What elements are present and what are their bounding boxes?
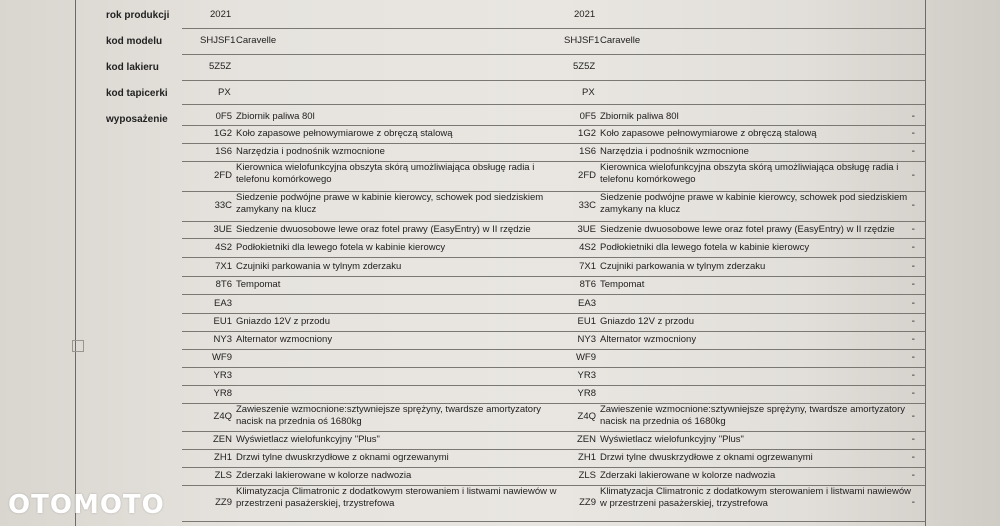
equipment-code: WF9 [211, 352, 232, 363]
equipment-row [182, 294, 565, 313]
equipment-row [546, 276, 925, 294]
equipment-code: ZH1 [214, 452, 232, 463]
equipment-code: ZEN [213, 434, 232, 445]
equipment-row [546, 125, 925, 143]
equipment-code: 33C [214, 200, 232, 211]
equipment-description: Gniazdo 12V z przodu [236, 316, 331, 327]
equipment-row [182, 257, 565, 276]
equipment-row [546, 313, 925, 331]
equipment-code: YR3 [577, 370, 596, 381]
equipment-description: Siedzenie dwuosobowe lewe oraz fotel prawy (EasyEntry) w II rzędzie [600, 223, 895, 235]
equipment-row [182, 108, 565, 125]
equipment-row [546, 161, 925, 191]
equipment-description: Klimatyzacja Climatronic z dodatkowym sterowaniem i listwami nawiewów w przestrzeni pasażerskiej, trzystrefowa [236, 486, 557, 509]
model-code: SHJSF1 [200, 35, 236, 46]
equipment-row [182, 125, 565, 143]
equipment-dash: - [911, 452, 915, 463]
equipment-row [182, 143, 565, 161]
equipment-code: NY3 [577, 334, 596, 345]
equipment-code: NY3 [213, 334, 232, 345]
label-year: rok produkcji [106, 10, 170, 21]
equipment-description: Czujniki parkowania w tylnym zderzaku [600, 260, 766, 272]
equipment-description: Narzędzia i podnośnik wzmocnione [600, 146, 749, 157]
row-divider [546, 104, 925, 105]
equipment-description: Tempomat [600, 279, 645, 290]
equipment-dash: - [911, 241, 915, 253]
equipment-code: 4S2 [579, 241, 596, 253]
year-value: 2021 [210, 9, 232, 20]
equipment-row [546, 431, 925, 449]
equipment-dash: - [911, 370, 915, 381]
model-name: Caravelle [600, 35, 641, 46]
equipment-code: WF9 [575, 352, 596, 363]
equipment-row [182, 276, 565, 294]
equipment-description: Narzędzia i podnośnik wzmocnione [236, 146, 385, 157]
binder-hole [72, 340, 84, 352]
equipment-description: Koło zapasowe pełnowymiarowe z obręczą stalową [236, 128, 453, 139]
equipment-row [182, 349, 565, 367]
row-divider [182, 28, 565, 29]
row-divider [182, 104, 565, 105]
equipment-row [182, 485, 565, 521]
equipment-description: Zbiornik paliwa 80l [236, 110, 315, 122]
table-left-border [75, 0, 76, 526]
equipment-description: Podłokietniki dla lewego fotela w kabinie kierowcy [600, 241, 810, 253]
equipment-row [546, 257, 925, 276]
equipment-code: 8T6 [215, 279, 232, 290]
equipment-code: 1S6 [215, 146, 232, 157]
equipment-row [182, 403, 565, 431]
equipment-dash: - [911, 388, 915, 399]
equipment-code: ZZ9 [215, 497, 232, 508]
equipment-dash: - [911, 497, 915, 508]
row-divider [546, 80, 925, 81]
equipment-dash: - [911, 260, 915, 272]
equipment-description: Zawieszenie wzmocnione:sztywniejsze sprężyny, twardsze amortyzatory nacisk na przednia oś 1680kg [600, 404, 905, 427]
equipment-code: YR3 [213, 370, 232, 381]
equipment-code: YR8 [577, 388, 596, 399]
equipment-code: EU1 [577, 316, 596, 327]
equipment-description: Alternator wzmocniony [236, 334, 333, 345]
equipment-code: EA3 [214, 297, 232, 309]
equipment-code: EA3 [578, 297, 596, 309]
equipment-dash: - [911, 470, 915, 481]
equipment-code: 3UE [577, 223, 596, 235]
equipment-dash: - [911, 110, 915, 122]
paint-value: 5Z5Z [209, 61, 232, 72]
equipment-dash: - [911, 223, 915, 235]
equipment-description: Wyświetlacz wielofunkcyjny "Plus" [600, 434, 744, 445]
equipment-row [546, 191, 925, 221]
equipment-code: ZEN [577, 434, 596, 445]
upholstery-value: PX [218, 87, 231, 98]
label-paint: kod lakieru [106, 62, 159, 73]
equipment-description: Zawieszenie wzmocnione:sztywniejsze sprężyny, twardsze amortyzatory nacisk na przednia oś 1680kg [236, 404, 541, 427]
equipment-code: 1S6 [579, 146, 596, 157]
equipment-dash: - [911, 279, 915, 290]
equipment-code: 8T6 [579, 279, 596, 290]
equipment-row [182, 221, 565, 238]
equipment-row [546, 467, 925, 485]
equipment-code: 3UE [213, 223, 232, 235]
equipment-code: 7X1 [215, 260, 232, 272]
row-divider [182, 80, 565, 81]
equipment-dash: - [911, 411, 915, 422]
row-divider [182, 521, 565, 522]
equipment-code: 1G2 [578, 128, 596, 139]
equipment-code: 1G2 [214, 128, 232, 139]
equipment-code: 0F5 [579, 110, 596, 122]
equipment-description: Wyświetlacz wielofunkcyjny "Plus" [236, 434, 380, 445]
year-value: 2021 [574, 9, 596, 20]
model-code: SHJSF1 [564, 35, 600, 46]
label-upholstery: kod tapicerki [106, 88, 168, 99]
equipment-row [546, 449, 925, 467]
equipment-description: Czujniki parkowania w tylnym zderzaku [236, 260, 402, 272]
equipment-code: 2FD [214, 170, 232, 181]
equipment-code: Z4Q [213, 411, 232, 422]
equipment-description: Siedzenie dwuosobowe lewe oraz fotel prawy (EasyEntry) w II rzędzie [236, 223, 531, 235]
equipment-description: Drzwi tylne dwuskrzydłowe z oknami ogrzewanymi [600, 452, 813, 463]
equipment-row [182, 161, 565, 191]
equipment-row [182, 431, 565, 449]
equipment-description: Siedzenie podwójne prawe w kabinie kierowcy, schowek pod siedziskiem zamykany na klucz [600, 192, 908, 215]
equipment-row [182, 313, 565, 331]
row-divider [546, 54, 925, 55]
label-equipment: wyposażenie [106, 114, 168, 125]
equipment-code: ZLS [214, 470, 232, 481]
equipment-code: 4S2 [215, 241, 232, 253]
equipment-code: 2FD [578, 170, 596, 181]
equipment-description: Drzwi tylne dwuskrzydłowe z oknami ogrzewanymi [236, 452, 449, 463]
equipment-code: 0F5 [215, 110, 232, 122]
equipment-row [182, 238, 565, 257]
equipment-description: Zbiornik paliwa 80l [600, 110, 679, 122]
equipment-description: Tempomat [236, 279, 281, 290]
equipment-code: ZLS [578, 470, 596, 481]
equipment-code: EU1 [213, 316, 232, 327]
equipment-description: Koło zapasowe pełnowymiarowe z obręczą stalową [600, 128, 817, 139]
equipment-row [182, 449, 565, 467]
equipment-row [182, 367, 565, 385]
equipment-dash: - [911, 200, 915, 211]
equipment-description: Klimatyzacja Climatronic z dodatkowym sterowaniem i listwami nawiewów w przestrzeni pasażerskiej, trzystrefowa [600, 486, 911, 509]
equipment-row [182, 331, 565, 349]
equipment-code: 7X1 [579, 260, 596, 272]
equipment-dash: - [911, 352, 915, 363]
equipment-description: Zderzaki lakierowane w kolorze nadwozia [600, 470, 776, 481]
equipment-row [182, 385, 565, 403]
label-model: kod modelu [106, 36, 163, 47]
equipment-description: Alternator wzmocniony [600, 334, 697, 345]
equipment-row [546, 403, 925, 431]
equipment-dash: - [911, 170, 915, 181]
equipment-description: Podłokietniki dla lewego fotela w kabinie kierowcy [236, 241, 446, 253]
row-divider [182, 54, 565, 55]
equipment-code: YR8 [213, 388, 232, 399]
equipment-dash: - [911, 316, 915, 327]
equipment-row [546, 238, 925, 257]
equipment-row [546, 108, 925, 125]
row-divider [546, 521, 925, 522]
otomoto-watermark: OTOMOTO [8, 490, 165, 520]
equipment-code: ZH1 [578, 452, 596, 463]
equipment-dash: - [911, 434, 915, 445]
equipment-code: Z4Q [577, 411, 596, 422]
equipment-description: Kierownica wielofunkcyjna obszyta skórą umożliwiająca obsługę radia i telefonu komórkowego [236, 162, 535, 185]
model-name: Caravelle [236, 35, 277, 46]
equipment-row [182, 467, 565, 485]
table-right-border [925, 0, 926, 526]
equipment-row [546, 367, 925, 385]
equipment-dash: - [911, 128, 915, 139]
equipment-description: Kierownica wielofunkcyjna obszyta skórą umożliwiająca obsługę radia i telefonu komórkowego [600, 162, 899, 185]
equipment-code: ZZ9 [579, 497, 596, 508]
equipment-row [546, 385, 925, 403]
row-divider [546, 28, 925, 29]
equipment-description: Gniazdo 12V z przodu [600, 316, 695, 327]
equipment-row [546, 349, 925, 367]
paint-value: 5Z5Z [573, 61, 596, 72]
equipment-row [546, 221, 925, 238]
equipment-row [546, 331, 925, 349]
equipment-dash: - [911, 334, 915, 345]
equipment-description: Siedzenie podwójne prawe w kabinie kierowcy, schowek pod siedziskiem zamykany na klucz [236, 192, 544, 215]
equipment-row [546, 143, 925, 161]
upholstery-value: PX [582, 87, 595, 98]
equipment-dash: - [911, 146, 915, 157]
equipment-description: Zderzaki lakierowane w kolorze nadwozia [236, 470, 412, 481]
equipment-row [546, 485, 925, 521]
equipment-row [546, 294, 925, 313]
equipment-row [182, 191, 565, 221]
equipment-dash: - [911, 297, 915, 309]
equipment-code: 33C [578, 200, 596, 211]
